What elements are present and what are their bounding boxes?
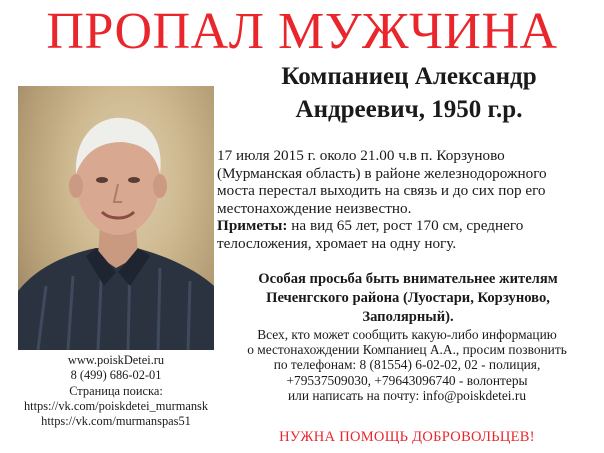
website-link[interactable]: www.poiskDetei.ru bbox=[67, 353, 165, 367]
missing-person-name bbox=[224, 60, 594, 126]
request-line: Особая просьба быть внимательнее жителям bbox=[258, 271, 558, 287]
description-line: моста перестал выходить на связь и до сих пор его bbox=[217, 182, 546, 200]
contact-line: о местонахождении Компаниец А.А., просим позвонить bbox=[247, 342, 567, 358]
organization-phone: 8 (499) 686-02-01 bbox=[70, 368, 162, 383]
contact-appeal bbox=[212, 327, 602, 403]
contact-line: Всех, кто может сообщить какую-либо информацию bbox=[257, 327, 557, 342]
signs-line-1 bbox=[217, 217, 601, 235]
request-line: Заполярный). bbox=[362, 309, 454, 325]
contact-line: по телефонам: 8 (81554) 6-02-02, 02 - полиция, bbox=[273, 357, 541, 373]
contact-email-line: или написать на почту: info@poiskdetei.ru bbox=[287, 387, 527, 403]
search-page-label: Страница поиска: bbox=[69, 383, 163, 398]
signs-text-1: на вид 65 лет, рост 170 см, среднего bbox=[287, 217, 524, 235]
request-line: Печенгского района (Луостари, Корзуново, bbox=[266, 290, 550, 306]
poster-headline: ПРОПАЛ МУЖЧИНА bbox=[46, 3, 558, 60]
description-line: 17 июля 2015 г. около 21.00 ч.в п. Корзуново bbox=[217, 147, 505, 164]
signs-label: Приметы: bbox=[217, 217, 288, 235]
contact-line: +79537509030, +79643096740 - волонтеры bbox=[286, 372, 528, 388]
portrait-illustration bbox=[18, 86, 214, 350]
special-request bbox=[218, 270, 598, 327]
description-line: местонахождение неизвестно. bbox=[217, 199, 412, 217]
missing-person-photo bbox=[18, 86, 214, 350]
organization-info bbox=[0, 353, 232, 429]
name-line-2: Андреевич, 1950 г.р. bbox=[295, 96, 523, 123]
name-line-1: Компаниец Александр bbox=[281, 63, 537, 90]
volunteers-needed-banner: НУЖНА ПОМОЩЬ ДОБРОВОЛЬЦЕВ! bbox=[279, 429, 535, 445]
vk-murmanspas-link[interactable]: https://vk.com/murmanspas51 bbox=[41, 414, 191, 429]
signs-line-2: телосложения, хромает на одну ногу. bbox=[217, 234, 457, 252]
description-line: (Мурманская область) в районе железнодорожного bbox=[217, 164, 547, 182]
disappearance-description bbox=[217, 147, 601, 253]
vk-search-link[interactable]: https://vk.com/poiskdetei_murmansk bbox=[23, 398, 209, 413]
